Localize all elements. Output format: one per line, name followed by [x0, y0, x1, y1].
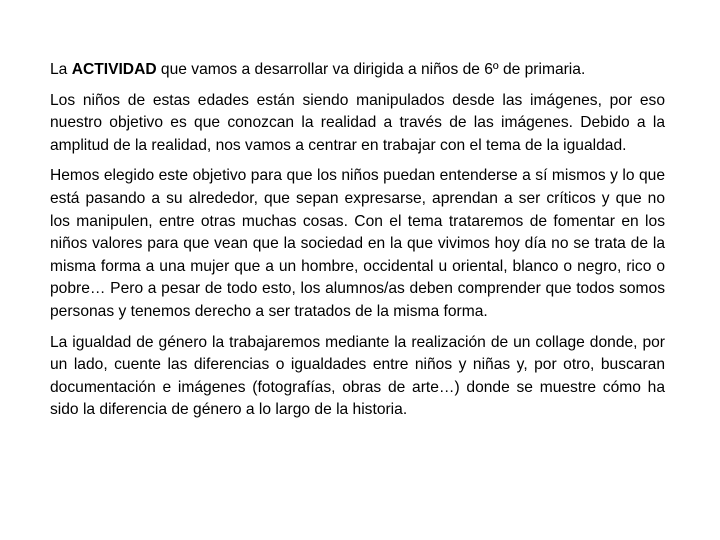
activity-keyword: ACTIVIDAD [71, 61, 157, 78]
document-body [50, 59, 665, 430]
intro-prefix: La [50, 61, 72, 78]
paragraph-method: La igualdad de género la trabajaremos mediante la realización de un collage donde, por un lado, cuente las diferencias o igualdades entre niños y niñas y, por otro, buscaran documentación e imágenes (fotografías, obras de arte…) donde se muestre cómo ha sido la diferencia de género a lo largo de la historia. [50, 333, 665, 419]
intro-paragraph [50, 59, 665, 82]
paragraph-reasons: Hemos elegido este objetivo para que los niños puedan entenderse a sí mismos y lo que está pasando a su alrededor, que sepan expresarse, aprendan a ser críticos y que no los manipulen, entre otras muchas cosas. Con el tema trataremos de fomentar en los niños valores para que vean que la sociedad en la que vivimos hoy día no se trata de la misma forma a una mujer que a un hombre, occidental u oriental, blanco o negro, rico o pobre… Pero a pesar de todo esto, los alumnos/as deben comprender que todos somos personas y tenemos derecho a ser tratados de la misma forma. [50, 167, 665, 320]
paragraph-objective: Los niños de estas edades están siendo manipulados desde las imágenes, por eso nuestro objetivo es que conozcan la realidad a través de las imágenes. Debido a la amplitud de la realidad, nos vamos a centrar en trabajar con el tema de la igualdad. [50, 91, 665, 154]
intro-suffix: que vamos a desarrollar va dirigida a niños de 6º de primaria. [156, 61, 586, 78]
